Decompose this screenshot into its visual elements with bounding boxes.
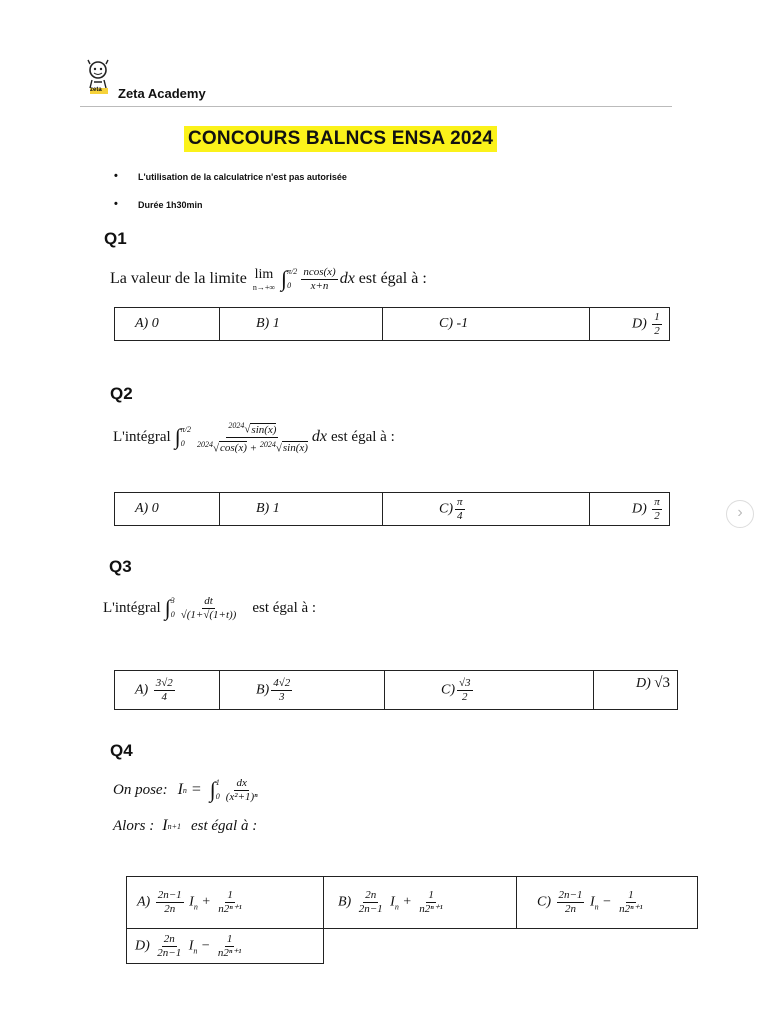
q4-answer-b: B) $\frac{2n}{2n-1}$ $I_n$ + $\frac{1}{\text{n2ⁿ⁺¹}}$ bbox=[324, 877, 517, 929]
q3-answer-c: C) $\frac{√3}{2}$ bbox=[385, 671, 594, 710]
q4-answers-table bbox=[126, 876, 698, 964]
q4-label: Q4 bbox=[110, 741, 133, 760]
q2-answer-b: B) 1 bbox=[220, 493, 383, 526]
q3-answer-a: A) $\frac{3√2}{4}$ bbox=[115, 671, 220, 710]
rule-calculator: • L'utilisation de la calculatrice n'est pas autorisée bbox=[138, 172, 347, 182]
q1-answers-table bbox=[114, 307, 670, 341]
q2-label: Q2 bbox=[110, 384, 133, 403]
q3-label: Q3 bbox=[109, 557, 132, 576]
q1-answer-d: D) $\frac{1}{2}$ bbox=[590, 308, 670, 341]
q4-empty-cell bbox=[517, 929, 698, 964]
q1-prompt: La valeur de la limite lim n→+∞ ∫ π/2 0 $\frac{ncos(x)}{x+n}$ dx est égal à : bbox=[110, 265, 427, 292]
q4-answer-c: C) $\frac{2n-1}{2n}$ $I_n$ − $\frac{1}{\text{n2ⁿ⁺¹}}$ bbox=[517, 877, 698, 929]
q4-definition: On pose: I n = ∫ 1 0 $\frac{dx}{\text{(x²+1)ⁿ}}$ bbox=[113, 776, 258, 803]
brand-name: Zeta Academy bbox=[118, 86, 206, 101]
q1-prompt-before: La valeur de la limite bbox=[110, 270, 247, 287]
q4-answer-d: D) $\frac{2n}{2n-1}$ $I_n$ − $\frac{1}{\text{n2ⁿ⁺¹}}$ bbox=[127, 929, 324, 964]
header-divider bbox=[80, 106, 672, 107]
q4-answer-a: A) $\frac{2n-1}{2n}$ $I_n$ + $\frac{1}{\text{n2ⁿ⁺¹}}$ bbox=[127, 877, 324, 929]
q1-answer-c: C) -1 bbox=[383, 308, 590, 341]
q1-limit: lim n→+∞ bbox=[252, 266, 276, 292]
q2-answer-a: A) 0 bbox=[115, 493, 220, 526]
integral-sign-icon: ∫ bbox=[281, 266, 288, 291]
logo-text: zeta bbox=[90, 87, 102, 93]
q3-answer-d: D) √3 bbox=[594, 671, 678, 710]
q2-answers-table bbox=[114, 492, 670, 526]
q4-empty-cell bbox=[324, 929, 517, 964]
rule-duration: • Durée 1h30min bbox=[138, 200, 203, 210]
q2-answer-c: C) $\frac{\pi}{4}$ bbox=[383, 493, 590, 526]
q3-answer-b: B) $\frac{4√2}{3}$ bbox=[220, 671, 385, 710]
q2-answer-d: D) $\frac{\pi}{2}$ bbox=[590, 493, 670, 526]
q4-question: Alors : I n+1 est égal à : bbox=[113, 817, 258, 834]
next-arrow-icon[interactable]: › bbox=[726, 500, 754, 528]
q1-answer-b: B) 1 bbox=[220, 308, 383, 341]
q1-prompt-after: est égal à : bbox=[358, 270, 427, 287]
q3-prompt: L'intégral ∫ 3 0 $\frac{dt}{√(1+√(1+t))}$ est égal à : bbox=[103, 594, 317, 621]
q1-answer-a: A) 0 bbox=[115, 308, 220, 341]
q2-prompt: L'intégral ∫ π/2 0 $\frac{^{2024}√\sin(x)}{^{2024}√\cos(x) + ^{2024}√\sin(x)}$ dx est égal à : bbox=[113, 420, 395, 455]
q1-label: Q1 bbox=[104, 229, 127, 248]
q3-answers-table bbox=[114, 670, 678, 710]
page-title: CONCOURS BALNCS ENSA 2024 bbox=[184, 126, 497, 152]
